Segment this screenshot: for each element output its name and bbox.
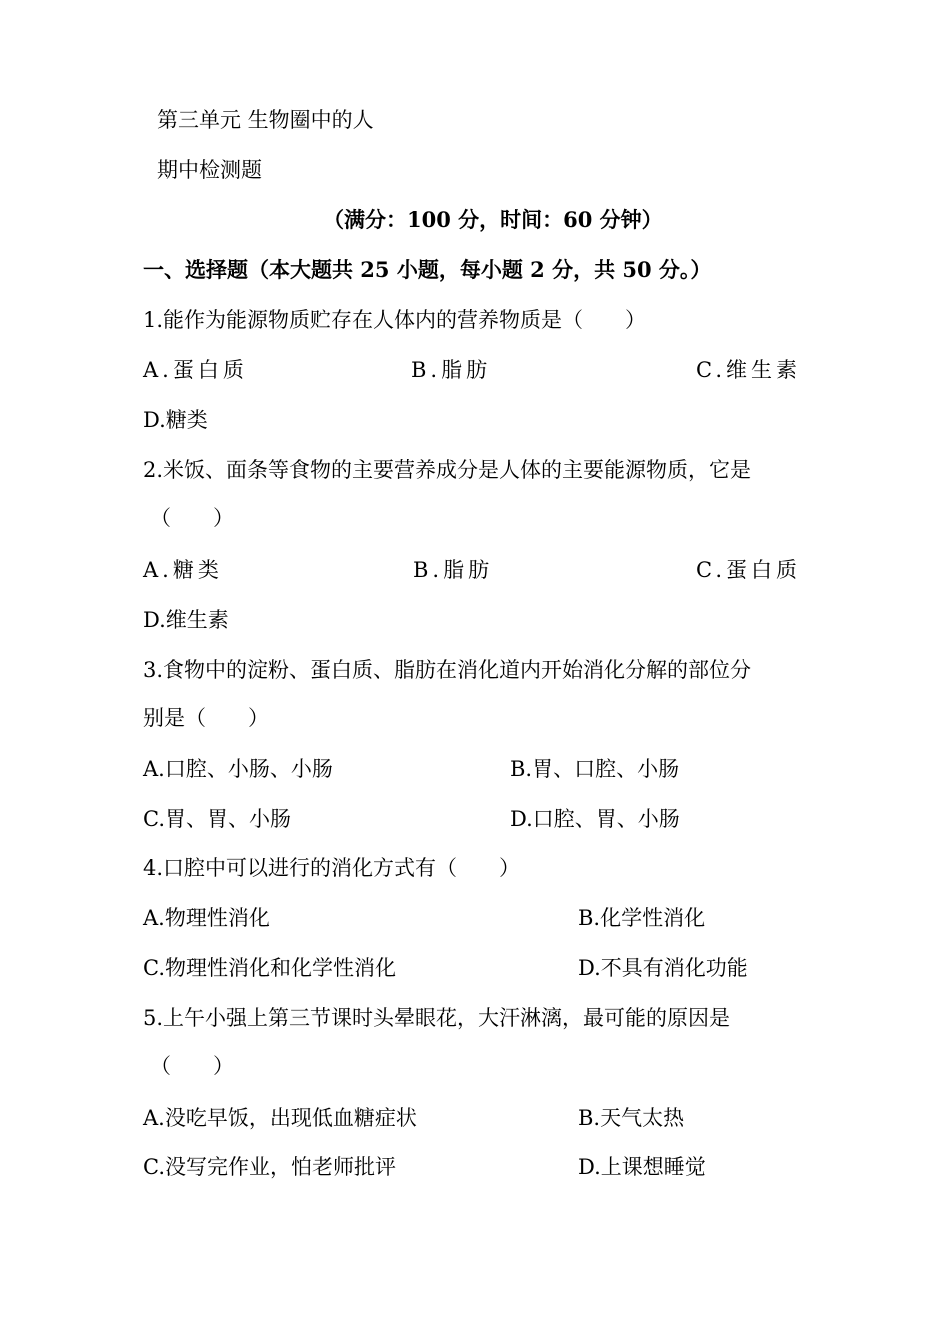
- question-1-option-b: B.脂肪: [411, 358, 492, 382]
- section-title: 一、选择题（本大题共 25 小题，每小题 2 分，共 50 分。）: [143, 257, 712, 282]
- question-5-stem: 5.上午小强上第三节课时头晕眼花，大汗淋漓，最可能的原因是: [143, 1006, 731, 1030]
- question-2-stem: 2.米饭、面条等食物的主要营养成分是人体的主要能源物质，它是: [143, 458, 752, 482]
- question-5-option-b: B.天气太热: [578, 1106, 685, 1130]
- question-5-stem-cont: （ ）: [150, 1054, 234, 1078]
- question-3-option-b: B.胃、口腔、小肠: [510, 757, 680, 781]
- question-2-option-c: C.蛋白质: [696, 558, 801, 582]
- question-4-option-c: C.物理性消化和化学性消化: [143, 956, 396, 980]
- question-5-option-d: D.上课想睡觉: [578, 1155, 706, 1179]
- exam-title: 期中检测题: [157, 158, 262, 182]
- question-1-stem: 1.能作为能源物质贮存在人体内的营养物质是（ ）: [143, 308, 647, 332]
- question-2-option-b: B.脂肪: [413, 558, 494, 582]
- question-4-option-a: A.物理性消化: [143, 906, 270, 930]
- question-2-option-a: A.糖类: [143, 558, 223, 582]
- question-3-option-d: D.口腔、胃、小肠: [510, 807, 680, 831]
- score-info: （满分：100 分，时间：60 分钟）: [323, 207, 663, 232]
- question-5-option-c: C.没写完作业，怕老师批评: [143, 1155, 396, 1179]
- question-3-stem: 3.食物中的淀粉、蛋白质、脂肪在消化道内开始消化分解的部位分: [143, 658, 752, 682]
- question-4-option-d: D.不具有消化功能: [578, 956, 748, 980]
- question-3-option-c: C.胃、胃、小肠: [143, 807, 291, 831]
- question-4-stem: 4.口腔中可以进行的消化方式有（ ）: [143, 856, 521, 880]
- question-2-option-d: D.维生素: [143, 608, 229, 632]
- question-2-stem-cont: （ ）: [150, 506, 234, 530]
- question-5-option-a: A.没吃早饭，出现低血糖症状: [143, 1106, 417, 1130]
- unit-title: 第三单元 生物圈中的人: [157, 108, 374, 132]
- question-1-option-d: D.糖类: [143, 408, 208, 432]
- question-3-stem-cont: 别是（ ）: [143, 706, 269, 730]
- question-1-option-c: C.维生素: [696, 358, 801, 382]
- question-1-option-a: A.蛋白质: [143, 358, 248, 382]
- question-4-option-b: B.化学性消化: [578, 906, 706, 930]
- question-3-option-a: A.口腔、小肠、小肠: [143, 757, 333, 781]
